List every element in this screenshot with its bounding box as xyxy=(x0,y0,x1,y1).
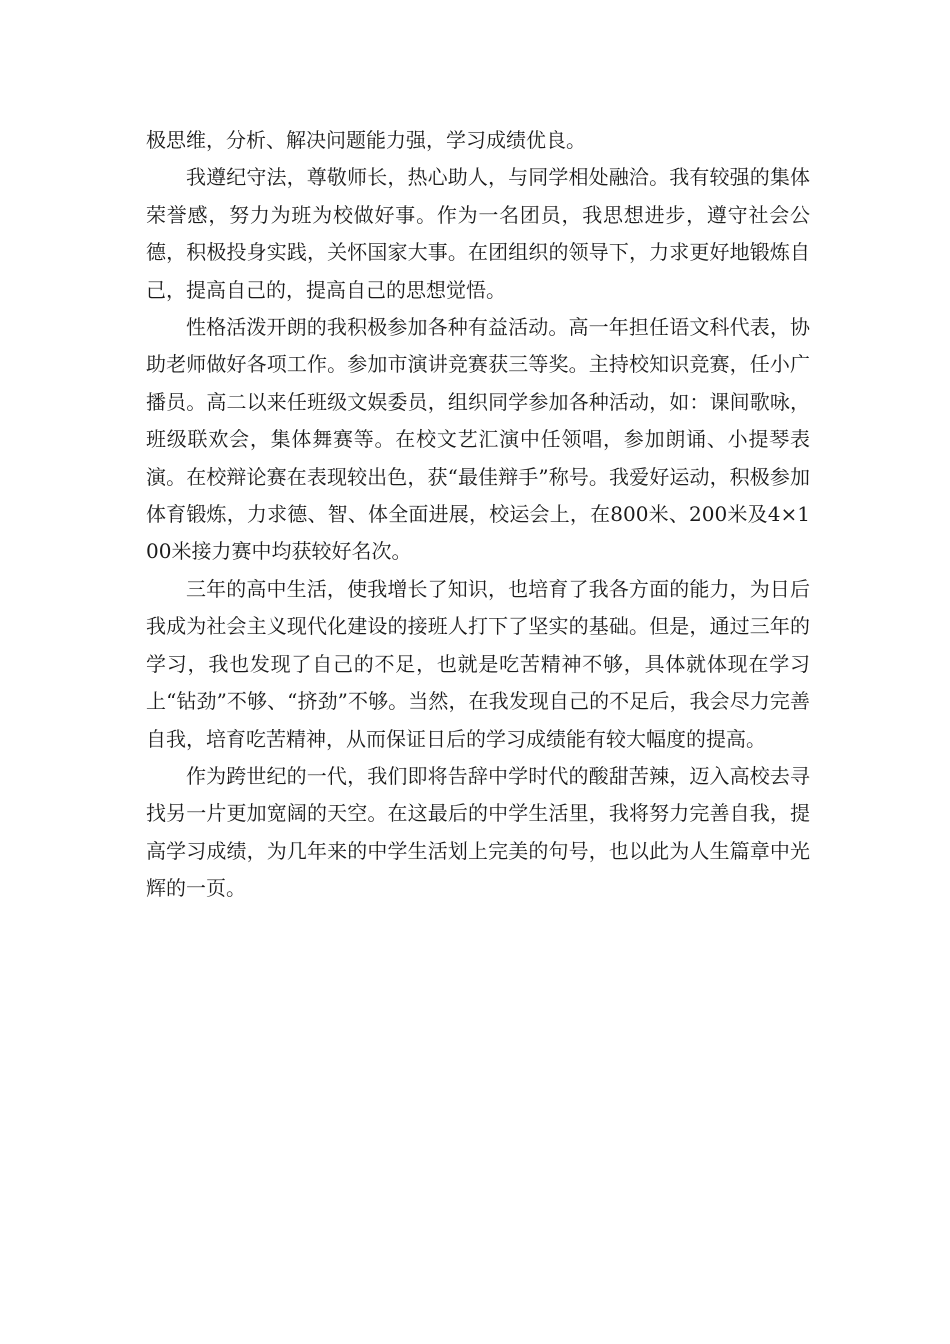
paragraph-activities: 性格活泼开朗的我积极参加各种有益活动。高一年担任语文科代表，协助老师做好各项工作。参加市演讲竞赛获三等奖。主持校知识竞赛，任小广播员。高二以来任班级文娱委员，组织同学参加各种活动，如：课间歌咏，班级联欢会，集体舞赛等。在校文艺汇演中任领唱，参加朗诵、小提琴表演。在校辩论赛在表现较出色，获“最佳辩手”称号。我爱好运动，积极参加体育锻炼，力求德、智、体全面进展，校运会上，在800米、200米及4×100米接力赛中均获较好名次。 xyxy=(146,315,810,564)
document-body xyxy=(146,122,810,908)
paragraph-closing: 作为跨世纪的一代，我们即将告辞中学时代的酸甜苦辣，迈入高校去寻找另一片更加宽阔的天空。在这最后的中学生活里，我将努力完善自我，提高学习成绩，为几年来的中学生活划上完美的句号，也以此为人生篇章中光辉的一页。 xyxy=(146,763,810,901)
paragraph-conduct: 我遵纪守法，尊敬师长，热心助人，与同学相处融洽。我有较强的集体荣誉感，努力为班为校做好事。作为一名团员，我思想进步，遵守社会公德，积极投身实践，关怀国家大事。在团组织的领导下，力求更好地锻炼自己，提高自己的，提高自己的思想觉悟。 xyxy=(146,165,810,302)
paragraph-reflection: 三年的高中生活，使我增长了知识，也培育了我各方面的能力，为日后我成为社会主义现代化建设的接班人打下了坚实的基础。但是，通过三年的学习，我也发现了自己的不足，也就是吃苦精神不够，具体就体现在学习上“钻劲”不够、“挤劲”不够。当然，在我发现自己的不足后，我会尽力完善自我，培育吃苦精神，从而保证日后的学习成绩能有较大幅度的提高。 xyxy=(146,576,810,751)
paragraph-continuation: 极思维，分析、解决问题能力强，学习成绩优良。 xyxy=(146,128,586,152)
